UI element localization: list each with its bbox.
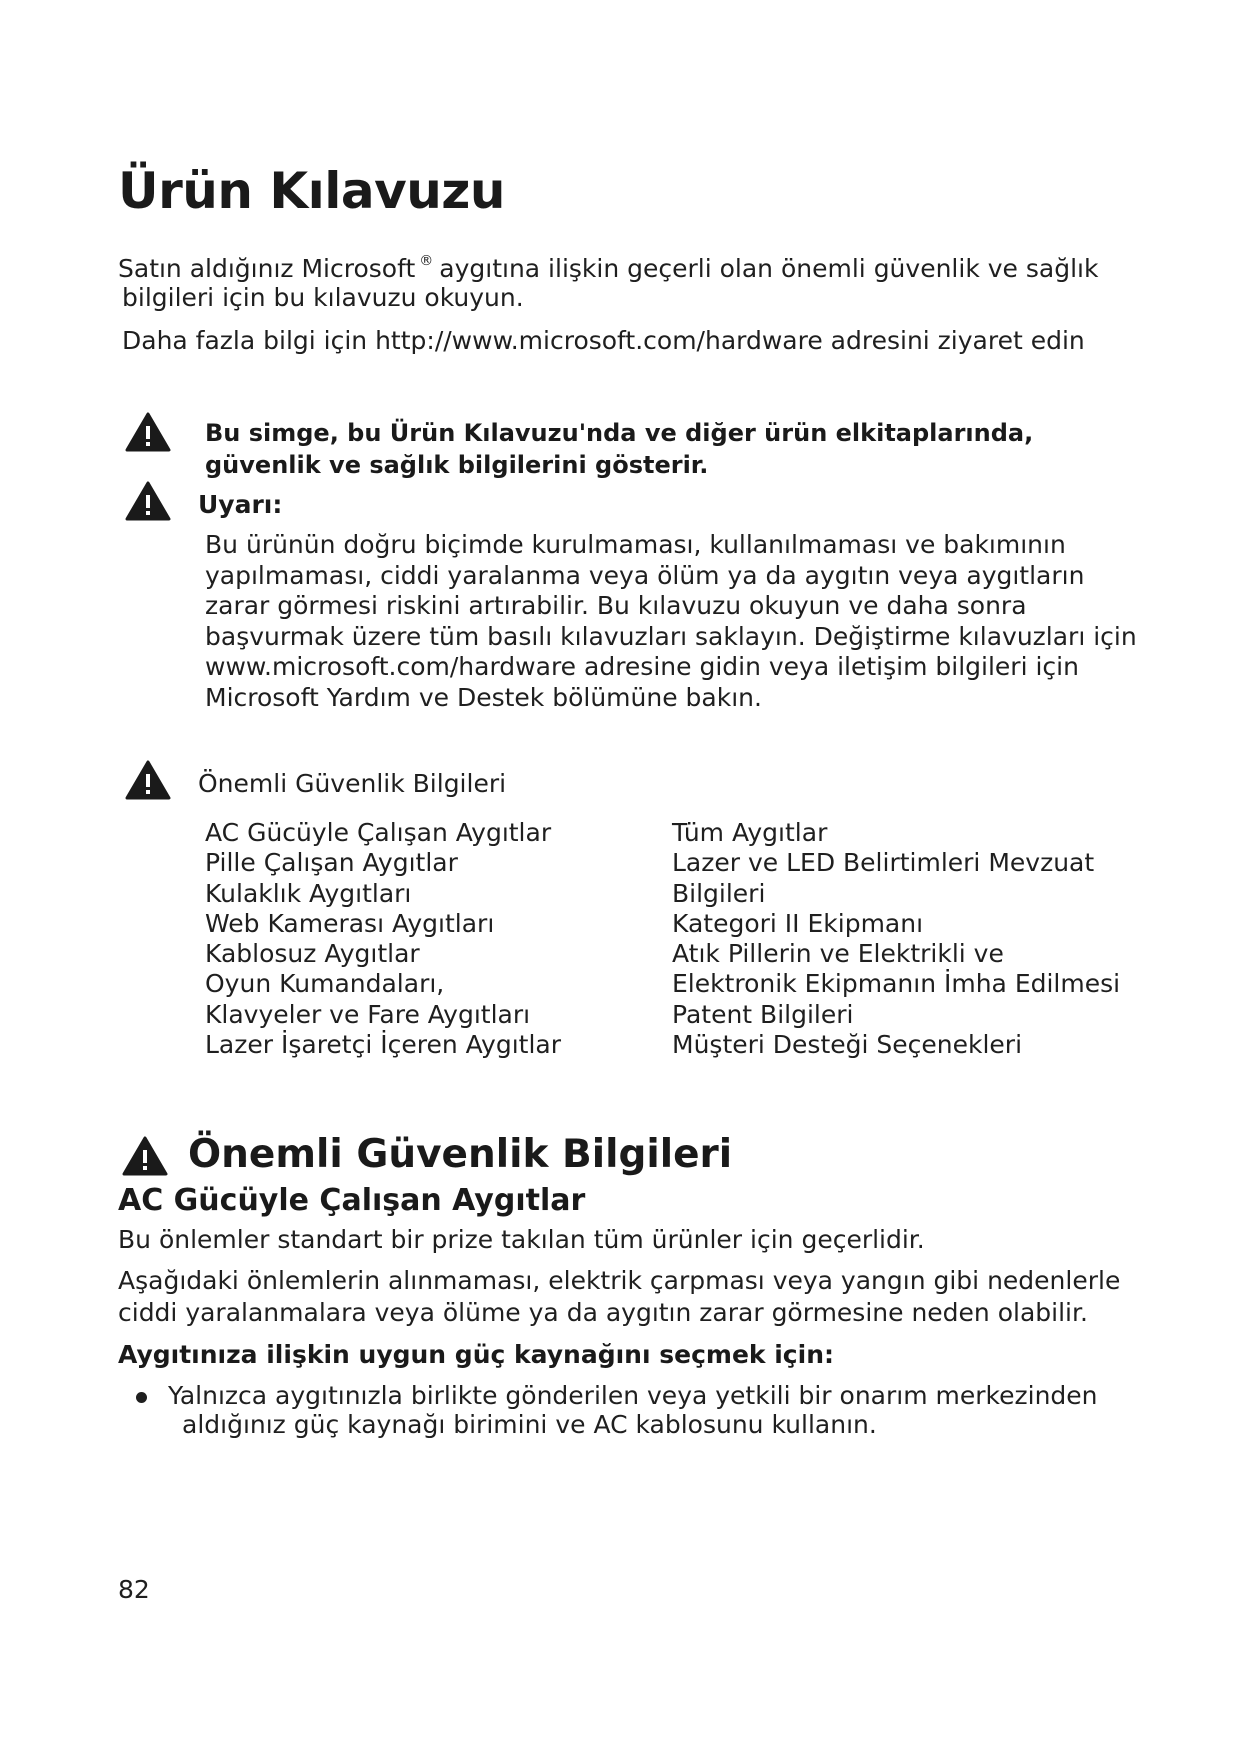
warning-heading: Uyarı: (198, 490, 283, 519)
hazard-line-1: Aşağıdaki önlemlerin alınmaması, elektrik çarpması veya yangın gibi nedenlerle (118, 1266, 1121, 1295)
intro-paragraph (118, 247, 1098, 312)
toc-item: Lazer İşaretçi İçeren Aygıtlar (205, 1030, 562, 1060)
warning-line: Bu ürünün doğru biçimde kurulmaması, kullanılmaması ve bakımının (205, 530, 1066, 559)
warning-line: zarar görmesi riskini artırabilir. Bu kılavuzu okuyun ve daha sonra (205, 591, 1027, 620)
toc-item: Elektronik Ekipmanın İmha Edilmesi (672, 969, 1121, 999)
toc-heading: Önemli Güvenlik Bilgileri (198, 769, 507, 798)
notice-line-2: güvenlik ve sağlık bilgilerini gösterir. (205, 451, 709, 479)
toc-item: Pille Çalışan Aygıtlar (205, 848, 458, 878)
bullet-item (168, 1381, 1098, 1439)
warning-triangle-icon (125, 412, 171, 452)
toc-item: Kulaklık Aygıtları (205, 878, 412, 908)
toc-item: AC Gücüyle Çalışan Aygıtlar (205, 818, 552, 847)
warning-triangle-icon (122, 1136, 168, 1176)
hazard-paragraph (118, 1265, 1120, 1329)
bullet-line-1: Yalnızca aygıtınızla birlikte gönderilen veya yetkili bir onarım merkezinden (168, 1381, 1098, 1410)
registered-mark: ® (419, 253, 434, 269)
toc-item: Web Kamerası Aygıtları (205, 908, 495, 938)
section-heading: Önemli Güvenlik Bilgileri (188, 1132, 733, 1177)
toc-item: Kablosuz Aygıtlar (205, 939, 420, 969)
toc-item: Müşteri Desteği Seçenekleri (672, 1030, 1023, 1060)
intro-line-2: bilgileri için bu kılavuzu okuyun. (122, 283, 524, 312)
toc-left-column (205, 818, 561, 1060)
bullet-marker (136, 1392, 147, 1403)
toc-item: Patent Bilgileri (672, 999, 854, 1029)
toc-right-column (672, 818, 1120, 1060)
toc-item: Lazer ve LED Belirtimleri Mevzuat (672, 848, 1095, 878)
intro-text-start: Satın aldığınız Microsoft (118, 254, 416, 283)
intro-text-end: aygıtına ilişkin geçerli olan önemli güvenlik ve sağlık (439, 254, 1099, 283)
warning-body (205, 530, 1137, 713)
page-number: 82 (118, 1575, 150, 1604)
warning-triangle-icon (125, 760, 171, 800)
toc-item: Atık Pillerin ve Elektrikli ve (672, 939, 1004, 969)
warning-line: www.microsoft.com/hardware adresine gidin veya iletişim bilgileri için (205, 652, 1079, 681)
warning-line: Microsoft Yardım ve Destek bölümüne bakın. (205, 682, 762, 712)
safety-symbol-notice (205, 417, 1033, 481)
more-info-text: Daha fazla bilgi için http://www.microsoft.com/hardware adresini ziyaret edin (122, 326, 1085, 355)
warning-line: başvurmak üzere tüm basılı kılavuzları saklayın. Değiştirme kılavuzları için (205, 621, 1137, 651)
page-title: Ürün Kılavuzu (118, 162, 506, 220)
toc-item: Oyun Kumandaları, (205, 969, 445, 999)
toc-item: Klavyeler ve Fare Aygıtları (205, 999, 531, 1029)
toc-item: Bilgileri (672, 878, 766, 908)
power-source-lead: Aygıtınıza ilişkin uygun güç kaynağını seçmek için: (118, 1340, 834, 1369)
scope-paragraph: Bu önlemler standart bir prize takılan tüm ürünler için geçerlidir. (118, 1225, 925, 1254)
bullet-line-2: aldığınız güç kaynağı birimini ve AC kablosunu kullanın. (182, 1410, 877, 1439)
toc-item: Tüm Aygıtlar (672, 818, 828, 847)
subsection-heading: AC Gücüyle Çalışan Aygıtlar (118, 1183, 586, 1218)
toc-item: Kategori II Ekipmanı (672, 908, 924, 938)
notice-line-1: Bu simge, bu Ürün Kılavuzu'nda ve diğer ürün elkitaplarında, (205, 419, 1034, 447)
warning-line: yapılmaması, ciddi yaralanma veya ölüm ya da aygıtın veya aygıtların (205, 560, 1085, 590)
warning-triangle-icon (125, 481, 171, 521)
hazard-line-2: ciddi yaralanmalara veya ölüme ya da aygıtın zarar görmesine neden olabilir. (118, 1298, 1088, 1327)
